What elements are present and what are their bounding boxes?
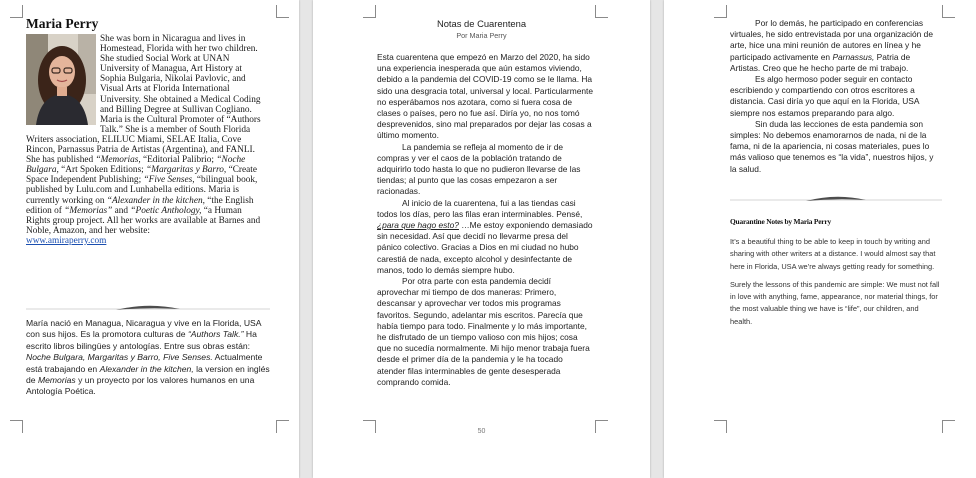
paragraph: It’s a beautiful thing to be able to keep in touch by writing and sharing with other writers at a distance. I would almost say that here in Florida, USA we’re always getting ready for something. <box>730 237 936 271</box>
page-right <box>664 0 976 478</box>
crop-mark <box>942 5 955 18</box>
page-left <box>0 0 299 478</box>
paragraph: Es algo hermoso poder seguir en contacto escribiendo y compartiendo con otros escritores a distancia. Casi diría yo que aquí en la Florida, USA siempre nos estamos preparando para algo. <box>730 74 920 118</box>
author-name: Maria Perry <box>26 16 99 31</box>
english-notes-title: Quarantine Notes by Maria Perry <box>730 217 831 226</box>
bio-spanish: María nació en Managua, Nicaragua y vive en la Florida, USA con sus hijos. Es la promotora culturas de “Authors Talk.” Ha escrito libros bilingües y antologías. Entre sus obras están: Noche Bulgara, Margaritas y Barro, Five Senses. Actualmente está trabajando en Alexander in the kitchen, la version en inglés de Memorias y un proyecto por los valores humanos en una Antología Poética. <box>26 318 270 397</box>
decorative-divider <box>26 303 270 315</box>
crop-mark <box>714 5 727 18</box>
paragraph: Al inicio de la cuarentena, fui a las tiendas casi todos los días, pero las filas eran interminables. Pensé, ¿para que hago esto? …Me estoy exponiendo demasiado sin necesidad. Así que decidí no llevarme presa del pánico colectivo. Gracias a Dios en mi ciudad no hubo carestiá de nada, excepto alcohol y desinfectante de manos, todo lo demás siempre hubo. <box>377 197 593 275</box>
crop-mark <box>276 420 289 433</box>
decorative-divider <box>730 194 942 206</box>
paragraph: Esta cuarentena que empezó en Marzo del 2020, ha sido una experiencia inesperada que aún estamos viviendo, debido a la pandemia del COVID-19 como se le llama. Ha sido una desgracia total, universal y local. Particularmente no esperábamos nos azotara, como si fuera cosa de clases o países, pero no fue así. Diría yo, no nos tomó desprevenidos, sino mal preparados por dejar las cosas a último momento. <box>377 52 593 141</box>
page-number: 50 <box>477 428 486 435</box>
crop-mark <box>595 5 608 18</box>
crop-mark <box>714 420 727 433</box>
bio-english: She was born in Nicaragua and lives in Homestead, Florida with her two children. She studied Social Work at UNAN University of Managua, Art History at Sophia Bulgaria, Nikolai Pavlovic, and Visual Arts at Florida International University. She obtained a Medical Coding and Billing Degree at Sullivan Cogliano. Maria is the Cultural Promoter of “Authors Talk.” She is a member of South Florida Writers association, ELILUC Miami, SELAE Italia, Cove Rincon, Parnassus Patria de Artistas (Argentina), and FANLI. She has published “Memorias, “Editorial Palibrio; “Noche Bulgara, “Art Spoken Editions; “Margaritas y Barro, “Create Space Independent Publishing; “Five Senses, “bilingual book, published by Lulu.com and Lunhabella editions. Maria is currently working on “Alexander in the kitchen, “the English edition of “Memorias” and “Poetic Anthology, “a Human Rights group project. All her works are available at Barnes and Noble, Amazon, and her website: www.amiraperry.com <box>26 34 261 246</box>
crop-mark <box>276 5 289 18</box>
english-notes-body <box>730 236 942 334</box>
paragraph: La pandemia se refleja al momento de ir de compras y ver el caos de la población tratando de adquirirlo todo hasta lo que no pudieron llevarse de las tiendas; al punto que las cosas empezaron a ser racionadas. <box>377 141 581 197</box>
article-body-continued <box>730 18 942 175</box>
article-byline: Por Maria Perry <box>456 31 507 40</box>
paragraph: Por lo demás, he participado en conferencias virtuales, he sido entrevistada por una organización de arte, hice una mini reunión de autores en línea y he participado activamente en Parnassus, Patria de Artistas. Creo que he hecho parte de mi trabajo. <box>730 18 933 73</box>
crop-mark <box>10 420 23 433</box>
crop-mark <box>942 420 955 433</box>
crop-mark <box>363 5 376 18</box>
article-title: Notas de Cuarentena <box>436 18 527 29</box>
page-middle <box>313 0 650 478</box>
paragraph: Surely the lessons of this pandemic are simple: We must not fall in love with anything, fame, appearance, nor material things, for the most valuable thing we have is “life”, our children, and health. <box>730 279 940 326</box>
article-body <box>377 52 593 388</box>
website-link[interactable]: www.amiraperry.com <box>26 235 107 246</box>
paragraph: Por otra parte con esta pandemia decidí aprovechar mi tiempo de dos maneras: Primero, descansar y aprovechar ver todos mis programas favoritos. Segundo, adelantar mis escritos. Parecía que había tiempo para todo. Finalmente y lo más importante, he disfrutado de un tiempo valioso con mis hijos; cosa que no sucedía normalmente. Mi hijo menor trabaja fuera desde el primer día de la pandemia y le ha tocado atender filas interminables de gente desesperada comprando comida. <box>377 276 590 387</box>
paragraph: Sin duda las lecciones de esta pandemia son simples: No debemos enamorarnos de nada, ni de la fama, ni de la apariencia, ni cosas materiales, pues lo más valioso que tenemos es “la vida”, nuestros hijos, y la salud. <box>730 118 934 174</box>
crop-mark <box>10 5 23 18</box>
